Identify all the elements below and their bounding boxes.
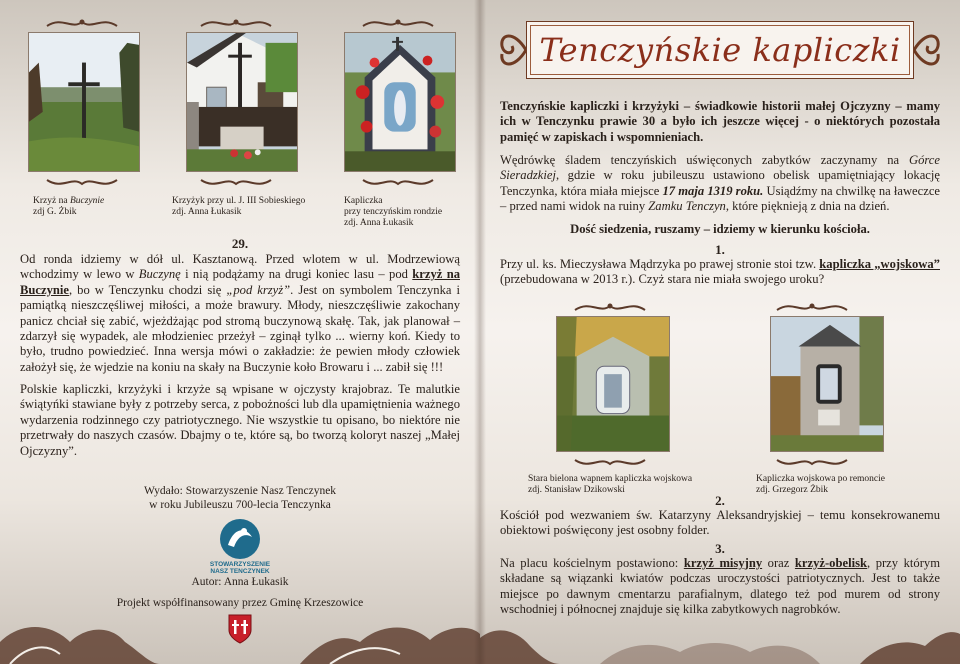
bottom-ornament: [480, 612, 960, 664]
paragraph-kapliczki: Polskie kapliczki, krzyżyki i krzyże są wpisane w ojczysty krajobraz. Te malutkie świątyńki stawiane były z potrzeby serca, z pobożności lub dla upamiętnienia ważnego wydarzenia rodzinnego czy patriotycznego. Nie wszystkie tu opisano, bo niektóre nie przetrwały do naszych czasów. Dbajmy o te, które są, bo tworzą koloryt naszej „Małej Ojczyzny”.: [20, 382, 460, 458]
title-ornament-right: [912, 24, 946, 76]
swirl-ornament: [358, 176, 438, 190]
paragraph-2: Kościół pod wezwaniem św. Katarzyny Aleksandryjskiej – temu konsekrowanemu obiektowi poświęcony jest osobny folder.: [500, 508, 940, 538]
caption-renovated-chapel: Kapliczka wojskowa po remoncie zdj. Grzegorz Żbik: [756, 474, 885, 495]
photo-cross-sobieskiego: [186, 32, 298, 172]
intro-bold: Tenczyńskie kapliczki i krzyżyki – świadkowie historii małej Ojczyzny – mamy ich w Tenczynku prawie 30 a było ich jeszcze więcej - o niektórych pozostała pamięć w zapiskach i wspomnieniach.: [500, 99, 940, 144]
photo-old-chapel: [556, 316, 670, 452]
page-fold: [474, 0, 486, 664]
funding-note: Projekt współfinansowany przez Gminę Krzeszowice: [116, 597, 364, 609]
author: Autor: Anna Łukasik: [191, 576, 289, 588]
link-krzyz-na-buczynie[interactable]: krzyż na Buczynie: [20, 267, 460, 297]
title-ornament-left: [494, 24, 528, 76]
photo-renovated-chapel: [770, 316, 884, 452]
photo-cross-buczyna: [28, 32, 140, 172]
paragraph-1: Przy ul. ks. Mieczysława Mądrzyka po prawej stronie stoi tzw. kapliczka „wojskowa” (przebudowana w 2013 r.). Czyż stara nie miała swojego uroku?: [500, 257, 940, 287]
caption-photo-1: Krzyż na Buczynie zdj G. Żbik: [33, 196, 105, 217]
link-kapliczka-wojskowa[interactable]: kapliczka „wojskowa”: [819, 257, 940, 271]
section-number-29: 29.: [231, 236, 249, 251]
section-number-2: 2.: [715, 493, 725, 508]
swirl-ornament: [772, 456, 852, 470]
swirl-ornament: [196, 176, 276, 190]
link-krzyz-obelisk[interactable]: krzyż-obelisk: [794, 556, 867, 570]
logo-text: STOWARZYSZENIE NASZ TENCZYNEK: [209, 561, 271, 575]
publisher: Wydało: Stowarzyszenie Nasz Tenczynek w roku Jubileuszu 700-lecia Tenczynka: [143, 485, 337, 511]
paragraph-intro: Wędrówkę śladem tenczyńskich uświęconych zabytków zaczynamy na Górce Sieradzkiej, gdzie w roku jubileuszu ustawiono obelisk upamiętniający lokację Tenczynka, która miała miejsce 17 maja 1319 roku. Usiądźmy na chwilkę na ławeczce – przed nami widok na ruiny Zamku Tenczyn, które pięknieją z dnia na dzień.: [500, 153, 941, 214]
paragraph-3: Na placu kościelnym postawiono: krzyż misyjny oraz krzyż-obelisk, przy którym składane są wiązanki kwiatów podczas uroczystości patriotycznych. Jest to także miejsce po dawnym cmentarzu parafialnym, dlatego też pod murem od strony wschodniej i północnej znajduje się kilka zabytkowych nagrobków.: [500, 556, 941, 617]
paragraph-29: Od ronda idziemy w dół ul. Kasztanową. Przed wlotem w ul. Modrzewiową wchodzimy w lewo w Buczynę i nią podążamy na drugi koniec lasu – pod krzyż na Buczynie, bo w Tenczynku chodzi się „pod krzyż”. Jest on symbolem Tenczynka i pamiątką nieszczęśliwej miłości, a może brawury. Młody, nieszczęśliwie zakochany panicz chciał się zabić, wjeżdżając pod stromą buczynową skałę. Tak, jak planował – zdarzył się wypadek, ale młodzieniec przeżył – zginął tylko ... wierny koń. Kiedy to było, trudno powiedzieć. Inna wersja mówi o zakładzie: że pewien młody człowiek założył się, że wjedzie na koniu na skały na Buczynie koło Browaru i ... zabił się !!!: [20, 252, 460, 374]
swirl-ornament: [772, 300, 852, 314]
link-krzyz-misyjny[interactable]: krzyż misyjny: [683, 556, 763, 570]
caption-old-chapel: Stara bielona wapnem kapliczka wojskowa zdj. Stanisław Dzikowski: [528, 474, 693, 495]
section-number-1: 1.: [715, 242, 725, 257]
caption-photo-3: Kapliczka przy tenczyńskim rondzie zdj. Anna Łukasik: [344, 196, 443, 228]
caption-photo-2: Krzyżyk przy ul. J. III Sobieskiego zdj. Anna Łukasik: [172, 196, 306, 217]
association-logo-icon: [218, 517, 262, 561]
swirl-ornament: [570, 300, 650, 314]
section-number-3: 3.: [715, 541, 725, 556]
photo-shrine-roundabout: [344, 32, 456, 172]
swirl-ornament: [196, 16, 276, 30]
right-page: [480, 0, 960, 664]
swirl-ornament: [42, 16, 122, 30]
bottom-ornament: [0, 612, 480, 664]
swirl-ornament: [570, 456, 650, 470]
swirl-ornament: [42, 176, 122, 190]
swirl-ornament: [358, 16, 438, 30]
subheading: Dość siedzenia, ruszamy – idziemy w kierunku kościoła.: [570, 222, 870, 236]
title-frame: [526, 21, 914, 79]
page-title: Tenczyńskie kapliczki: [539, 31, 901, 69]
